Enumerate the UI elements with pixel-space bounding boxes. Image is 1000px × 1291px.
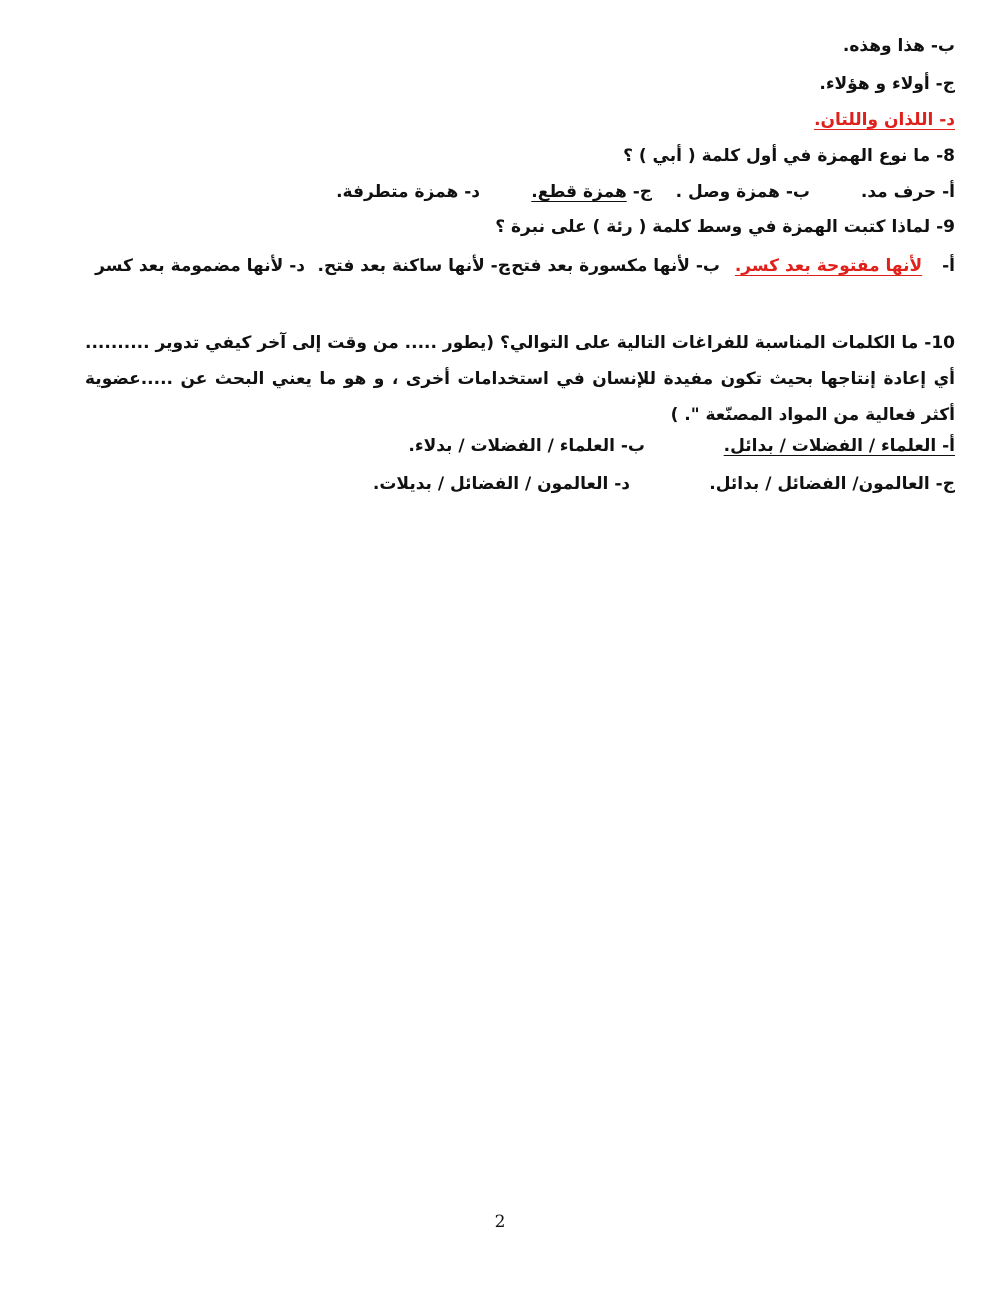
page-number: 2	[494, 1212, 506, 1232]
q9-question: 9- لماذا كتبت الهمزة في وسط كلمة ( رئة ) على نبرة ؟	[495, 217, 955, 237]
q8-option-a: أ- حرف مد.	[860, 182, 955, 202]
prev-option-d-answer: د- اللذان واللتان.	[814, 110, 955, 130]
q9-option-d: د- لأنها مضمومة بعد كسر	[95, 256, 305, 276]
q8-option-c-answer: همزة قطع.	[531, 182, 627, 202]
q10-question: 10- ما الكلمات المناسبة للفراغات التالية على التوالي؟ (يطور ..... من وقت إلى آخر كيفي تدوير .......... أي إعادة إنتاجها بحيث تكون مفيدة للإنسان في استخدامات أخرى ، و هو ما يعني البحث عن .....عضوية أكثر فعالية من المواد المصنّعة ". )	[85, 333, 955, 425]
prev-option-b: ب- هذا وهذه.	[842, 36, 955, 56]
q10-option-b: ب- العلماء / الفضلات / بدلاء.	[408, 436, 645, 456]
q8-question: 8- ما نوع الهمزة في أول كلمة ( أبي ) ؟	[623, 146, 955, 166]
q10-options-row2	[45, 472, 955, 496]
q9-option-a-prefix: أ-	[942, 256, 955, 276]
q8-options	[35, 180, 955, 204]
q8-option-c	[531, 180, 652, 204]
q9-option-a-answer: لأنها مفتوحة بعد كسر.	[734, 256, 923, 276]
q9-option-b: ب- لأنها مكسورة بعد فتح.	[504, 256, 720, 276]
q10-options-row1	[45, 434, 955, 458]
q8-option-d: د- همزة متطرفة.	[336, 182, 480, 202]
prev-option-c: ج- أولاء و هؤلاء.	[819, 74, 955, 94]
q10-option-c: ج- العالمون/ الفضائل / بدائل.	[709, 474, 955, 494]
q8-option-b: ب- همزة وصل .	[675, 182, 810, 202]
q10-option-a: أ- العلماء / الفضلات / بدائل.	[723, 436, 955, 456]
q9-options	[45, 254, 955, 278]
q9-option-a	[735, 254, 955, 278]
q9-option-c: ج- لأنها ساكنة بعد فتح.	[317, 256, 510, 276]
q10-option-d: د- العالمون / الفضائل / بديلات.	[372, 474, 630, 494]
q8-option-c-prefix: ج-	[632, 182, 652, 202]
